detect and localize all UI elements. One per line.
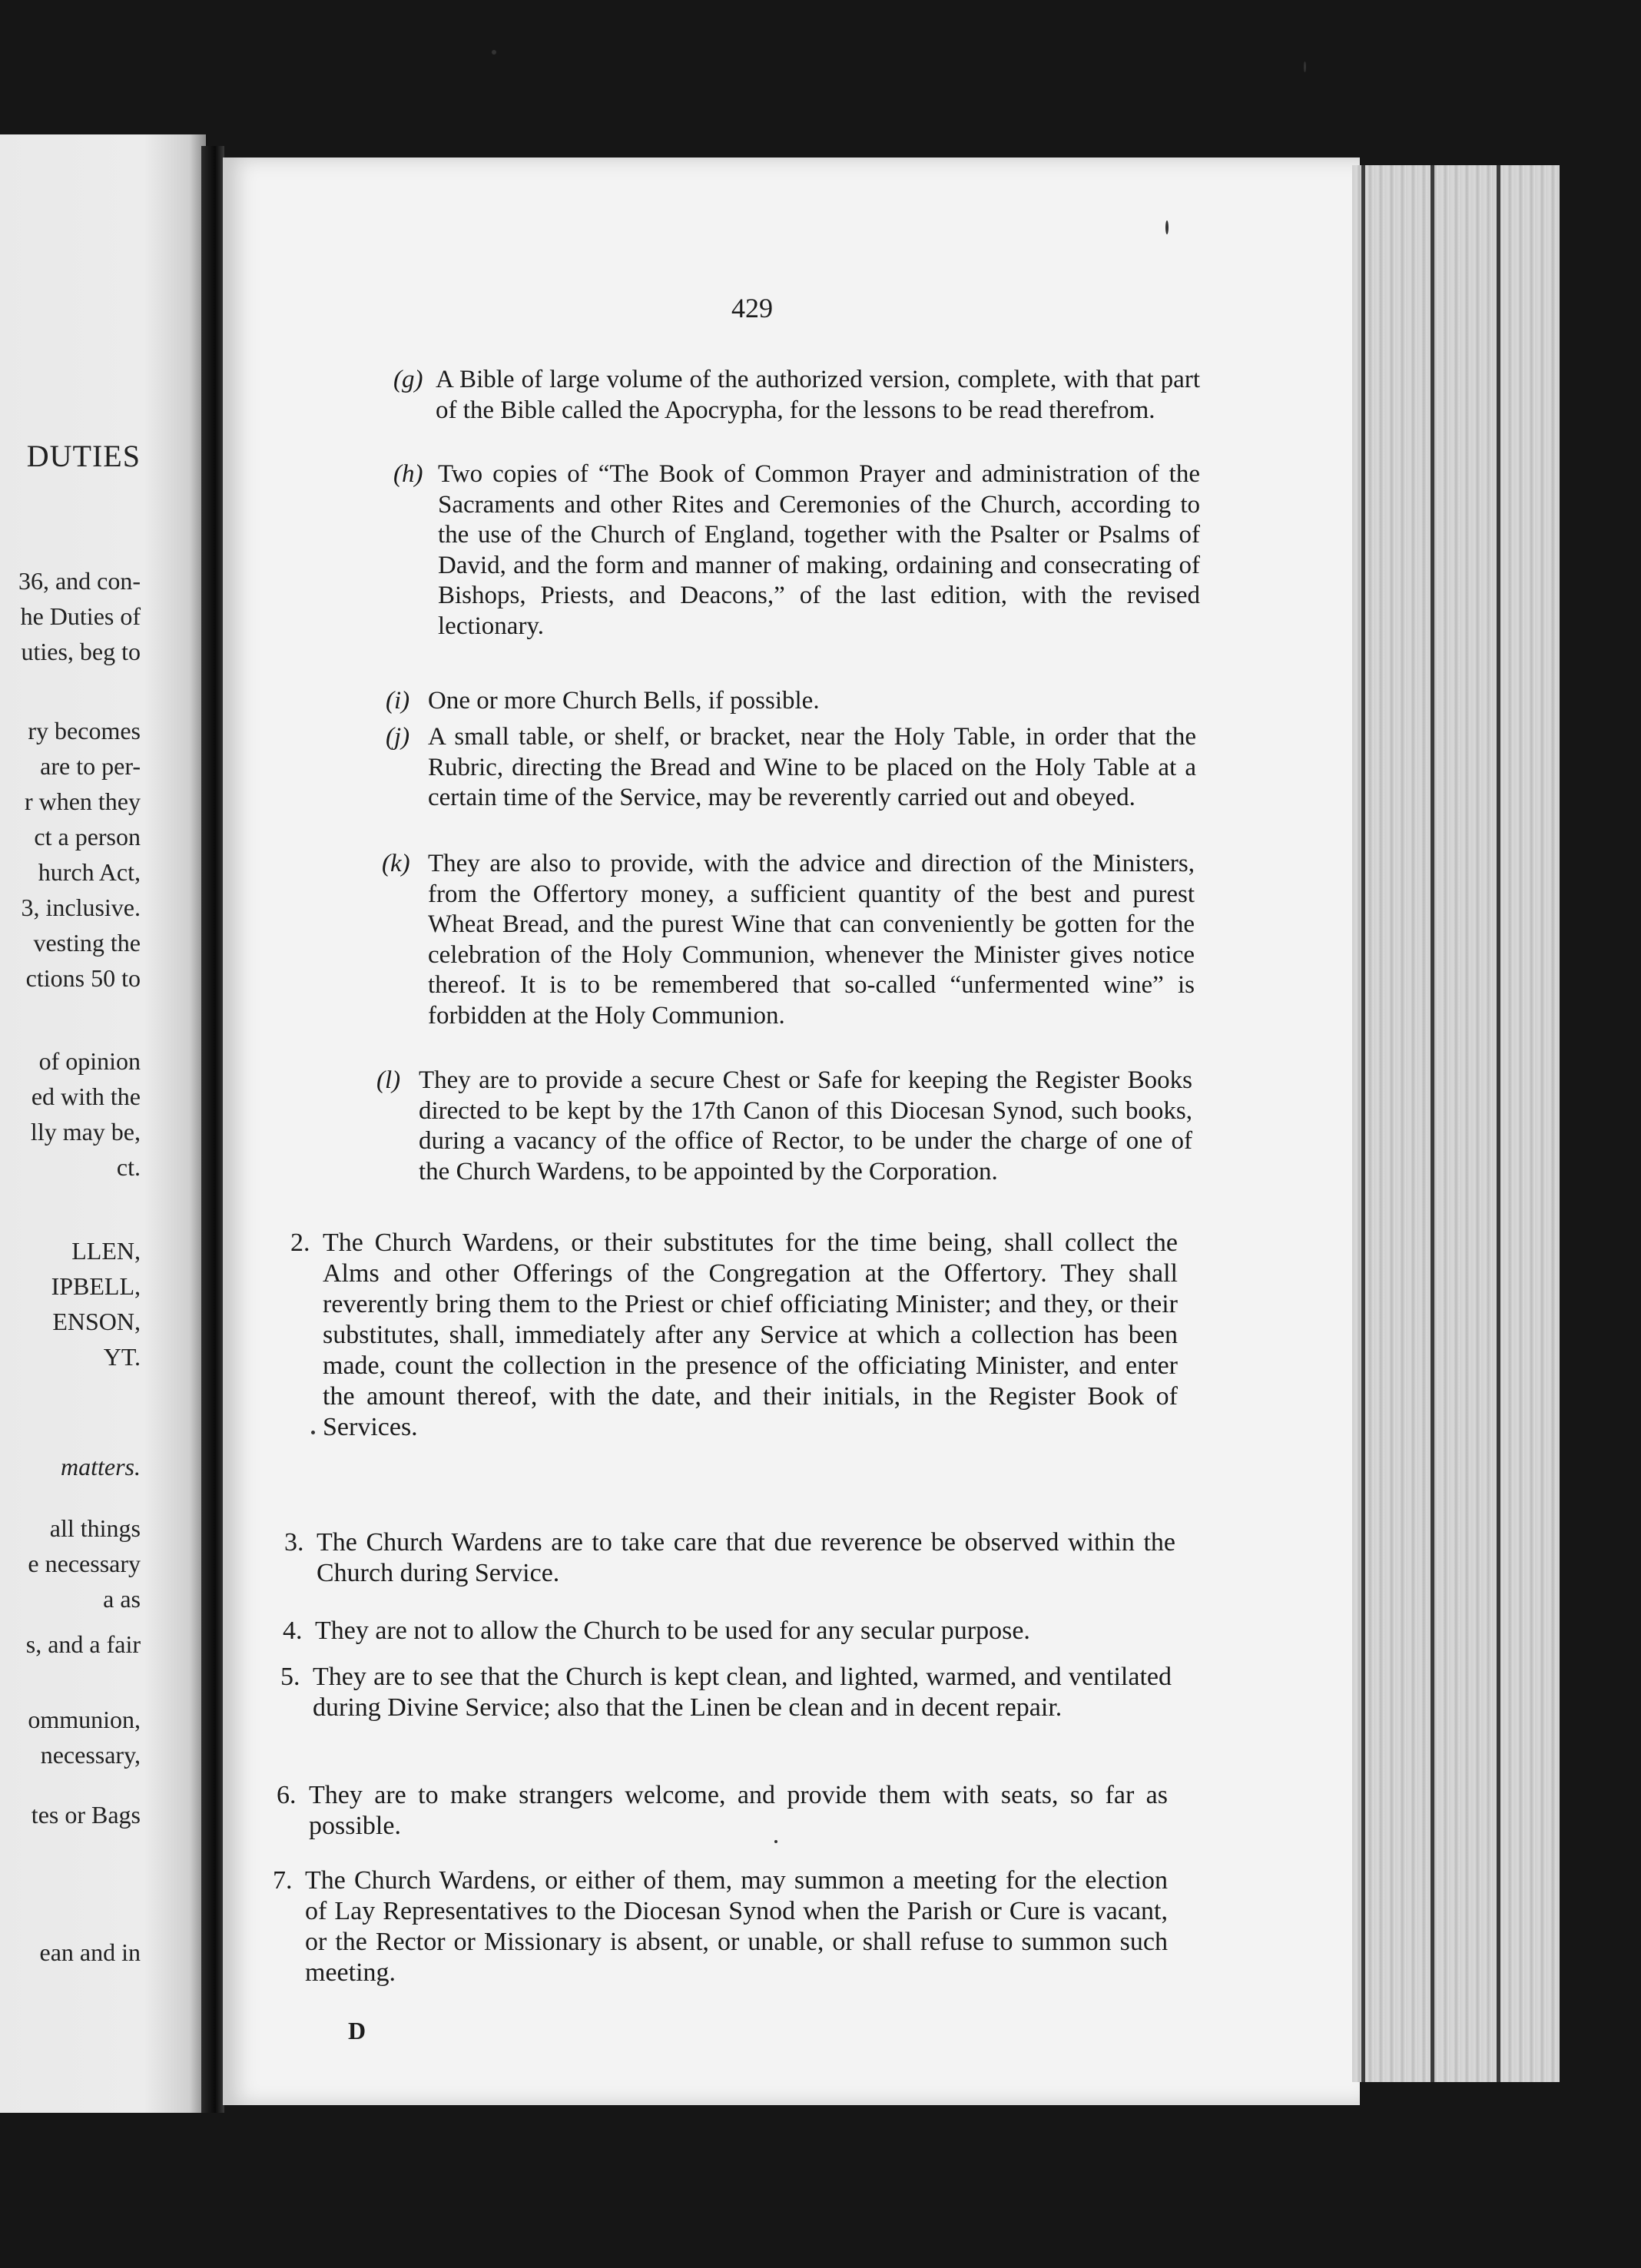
page-edges	[1352, 165, 1560, 2082]
sub-item-l	[376, 1066, 1192, 1219]
page-edge-line	[1430, 165, 1434, 2082]
sub-item-i	[386, 686, 1200, 721]
sub-item-label: (h)	[393, 460, 423, 488]
left-page-line: uties, beg to	[21, 638, 141, 665]
left-page-line: vesting the	[33, 929, 141, 957]
left-page-line: he Duties of	[20, 602, 141, 630]
left-page-line: all things	[49, 1514, 141, 1542]
page-number: 429	[731, 293, 773, 323]
item-text: They are not to allow the Church to be used for any secular purpose.	[315, 1616, 1030, 1645]
sub-item-g	[393, 365, 1200, 457]
left-page-line: ct a person	[34, 823, 141, 850]
left-page-line: r when they	[24, 788, 141, 815]
sub-item-text: A small table, or shelf, or bracket, near the Holy Table, in order that the Rubric, directing the Bread and Wine to be placed on the Holy Table at a certain time of the Service, may be reverently carried out and obeyed.	[428, 723, 1196, 811]
item-number: 2.	[290, 1228, 310, 1257]
left-page-line: of opinion	[38, 1047, 141, 1075]
item-number: 4.	[283, 1616, 303, 1645]
dust-speck	[1304, 61, 1306, 72]
left-page-line: are to per-	[40, 752, 141, 780]
left-page-line: ct.	[116, 1153, 141, 1181]
left-page-line: LLEN,	[71, 1237, 141, 1265]
left-page-line: hurch Act,	[38, 858, 141, 886]
sub-item-k	[382, 849, 1195, 1068]
left-page-line: lly may be,	[30, 1118, 141, 1146]
sub-item-label: (g)	[393, 366, 423, 393]
left-page-line: necessary,	[40, 1741, 141, 1769]
left-page-line: YT.	[103, 1343, 141, 1371]
sub-item-label: (j)	[386, 723, 410, 751]
left-page-line: ean and in	[39, 1938, 141, 1966]
left-page-heading: DUTIES	[26, 439, 141, 473]
sub-item-label: (i)	[386, 687, 410, 715]
left-page-line: ENSON,	[52, 1308, 141, 1335]
page-edge-line	[1361, 165, 1365, 2082]
left-page-line: matters.	[61, 1453, 141, 1480]
item-text: The Church Wardens, or either of them, may summon a meeting for the election of Lay Representatives to the Diocesan Synod when the Parish or Cure is vacant, or the Rector or Missionary is absent, or unable, or shall refuse to summon such meeting.	[305, 1866, 1168, 1987]
sub-item-h	[393, 459, 1200, 675]
left-page-line: ommunion,	[28, 1706, 141, 1733]
numbered-item-5	[280, 1662, 1172, 1762]
page-edge-line	[1497, 165, 1500, 2082]
item-text: The Church Wardens, or their substitutes for the time being, shall collect the Alms and other Offerings of the Congregation at the Offertory. They shall reverently bring them to the Priest or chief officiating Minister; and they, or their substitutes, shall, immediately after any Service at which a collection has been made, count the collection in the presence of the officiating Minister, and enter the amount thereof, with the date, and their initials, in the Register Book of Services.	[323, 1228, 1178, 1441]
numbered-item-3	[284, 1527, 1175, 1593]
dust-speck	[774, 1840, 777, 1843]
item-number: 7.	[273, 1866, 293, 1895]
item-text: They are to make strangers welcome, and provide them with seats, so far as possible.	[309, 1781, 1168, 1840]
sub-item-text: They are to provide a secure Chest or Safe for keeping the Register Books directed to be kept by the 17th Canon of this Diocesan Synod, such books, during a vacancy of the office of Rector, to be under the charge of one of the Church Wardens, to be appointed by the Corporation.	[419, 1066, 1192, 1185]
sub-item-j	[386, 722, 1196, 845]
left-page-line: ctions 50 to	[25, 964, 141, 992]
left-page-line: ry becomes	[28, 717, 141, 744]
item-number: 3.	[284, 1528, 304, 1557]
left-page-line: e necessary	[28, 1550, 141, 1577]
signature-mark: D	[348, 2017, 366, 2044]
left-page-line: s, and a fair	[25, 1630, 141, 1658]
item-text: The Church Wardens are to take care that due reverence be observed within the Church during Service.	[317, 1528, 1175, 1587]
numbered-item-4	[283, 1616, 1174, 1650]
left-page-line: 3, inclusive.	[21, 894, 141, 921]
dust-speck	[492, 50, 496, 55]
sub-item-label: (k)	[382, 850, 410, 877]
left-page-line: a as	[103, 1585, 141, 1613]
sub-item-text: Two copies of “The Book of Common Prayer and administration of the Sacraments and other Rites and Ceremonies of the Church, according to the use of the Church of England, together with the Psalter or Psalms of David, and the form and manner of making, ordaining and consecrating of Bishops, Priests, and Deacons,” of the last edition, with the revised lectionary.	[438, 460, 1200, 640]
sub-item-label: (l)	[376, 1066, 401, 1094]
book-spine	[201, 146, 224, 2113]
left-page-line: ed with the	[31, 1083, 141, 1110]
left-page-line: tes or Bags	[31, 1801, 141, 1829]
numbered-item-2	[290, 1228, 1178, 1520]
sub-item-text: A Bible of large volume of the authorized version, complete, with that part of the Bible called the Apocrypha, for the lessons to be read therefrom.	[436, 366, 1200, 424]
dust-speck	[311, 1431, 315, 1434]
numbered-item-6	[277, 1780, 1168, 1845]
left-page-line: IPBELL,	[51, 1272, 141, 1300]
numbered-item-7	[273, 1865, 1168, 2004]
dust-speck	[1165, 220, 1169, 234]
item-text: They are to see that the Church is kept clean, and lighted, warmed, and ventilated during Divine Service; also that the Linen be clean and in decent repair.	[313, 1663, 1172, 1722]
item-number: 5.	[280, 1663, 300, 1691]
item-number: 6.	[277, 1781, 297, 1809]
sub-item-text: One or more Church Bells, if possible.	[428, 687, 820, 715]
left-page-line: 36, and con-	[18, 567, 141, 595]
sub-item-text: They are also to provide, with the advice and direction of the Ministers, from the Offertory money, a sufficient quantity of the best and purest Wheat Bread, and the purest Wine that can conveniently be gotten for the celebration of the Holy Communion, whenever the Minister gives notice thereof. It is to be remembered that so-called “unfermented wine” is forbidden at the Holy Communion.	[428, 850, 1195, 1030]
